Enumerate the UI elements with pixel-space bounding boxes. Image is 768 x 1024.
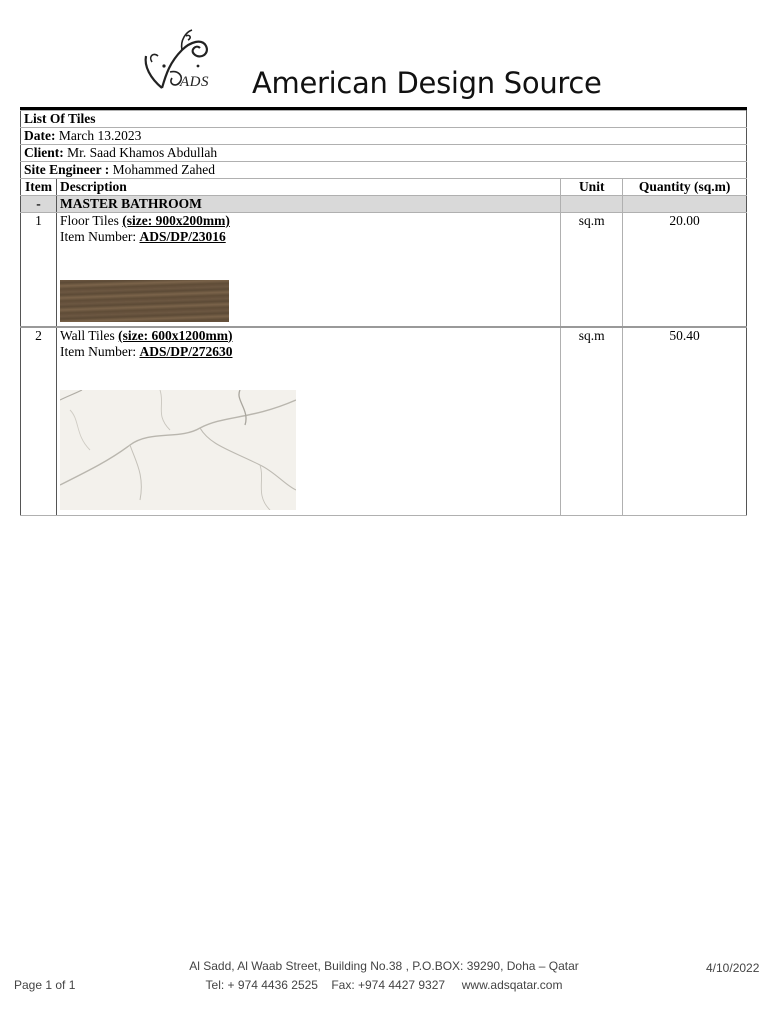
row-item: 1 — [21, 213, 57, 327]
row-quantity: 20.00 — [623, 213, 747, 327]
row-unit: sq.m — [561, 213, 623, 327]
client-value: Mr. Saad Khamos Abdullah — [67, 145, 218, 160]
item-number: ADS/DP/272630 — [139, 343, 233, 359]
logo-text: ADS — [180, 74, 209, 90]
item-number: ADS/DP/23016 — [139, 229, 226, 244]
item-number-label: Item Number: — [59, 229, 137, 244]
row-item: 2 — [21, 327, 57, 516]
client-label: Client: — [24, 145, 64, 160]
table-row — [21, 213, 747, 327]
row-quantity: 50.40 — [623, 327, 747, 516]
engineer-value: Mohammed Zahed — [112, 162, 215, 177]
date-label: Date: — [24, 128, 56, 143]
info-engineer-row — [21, 162, 747, 179]
floor-tile-image — [60, 280, 229, 322]
col-header-quantity: Quantity (sq.m) — [623, 179, 747, 196]
date-value: March 13.2023 — [58, 128, 142, 143]
info-title-row — [21, 111, 747, 128]
page-number: Page 1 of 1 — [14, 978, 76, 992]
row-description — [56, 327, 560, 516]
section-item: - — [21, 196, 57, 213]
info-client-row — [21, 145, 747, 162]
col-header-unit: Unit — [561, 179, 623, 196]
company-name: American Design Source — [252, 66, 602, 100]
table-header-row — [21, 179, 747, 196]
tiles-table — [20, 110, 747, 516]
col-header-description: Description — [56, 179, 560, 196]
row-unit: sq.m — [561, 327, 623, 516]
section-label: MASTER BATHROOM — [56, 196, 560, 213]
info-date-row — [21, 128, 747, 145]
footer-address: Al Sadd, Al Waab Street, Building No.38 , P.O.BOX: 39290, Doha – Qatar — [189, 959, 579, 973]
section-row — [21, 196, 747, 213]
list-title: List Of Tiles — [24, 111, 96, 126]
tile-name: Wall Tiles — [59, 327, 115, 343]
row-description — [56, 213, 560, 327]
tile-name: Floor Tiles — [59, 213, 119, 228]
table-row — [21, 327, 747, 516]
item-number-label: Item Number: — [59, 343, 137, 359]
engineer-label: Site Engineer : — [24, 162, 110, 177]
tile-size: (size: 600x1200mm) — [118, 327, 233, 343]
tile-size: (size: 900x200mm) — [122, 213, 230, 228]
wall-tile-image — [60, 390, 296, 510]
footer-contact: Tel: + 974 4436 2525 Fax: +974 4427 9327 www.adsqatar.com — [205, 978, 563, 992]
col-header-item: Item — [21, 179, 57, 196]
footer-date: 4/10/2022 — [706, 961, 760, 975]
